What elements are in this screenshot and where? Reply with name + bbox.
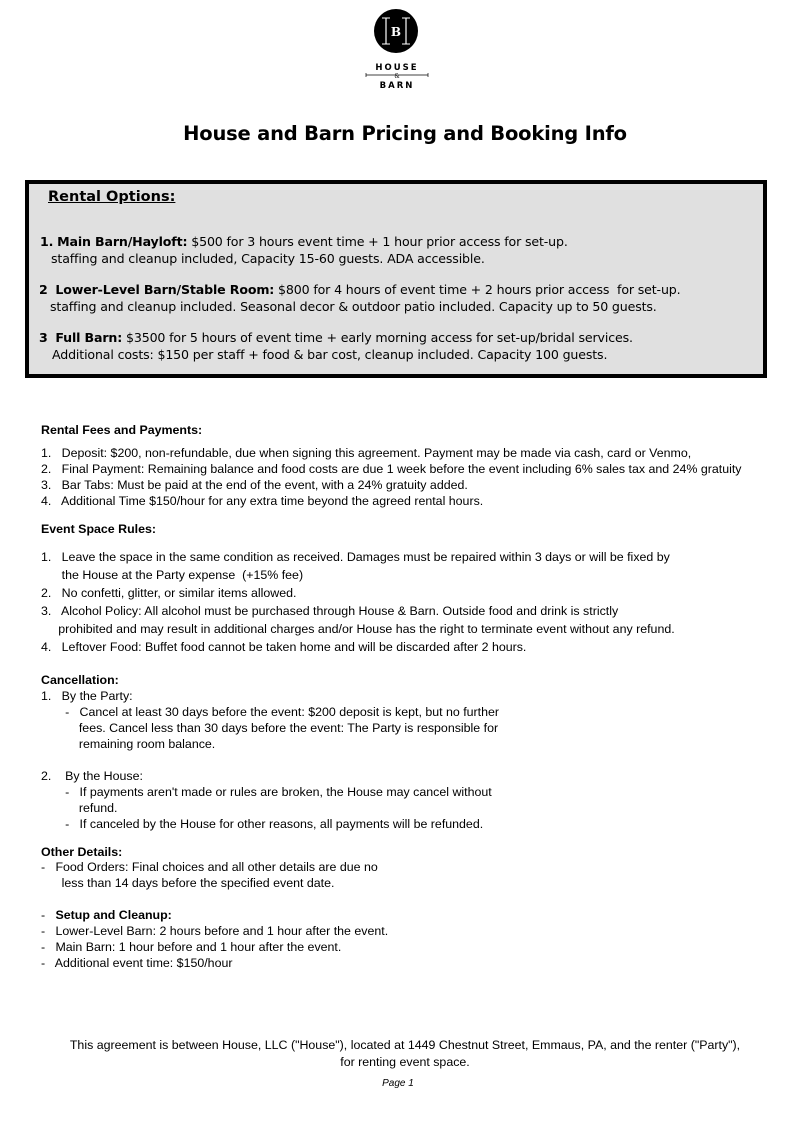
- cancellation-heading: Cancellation:: [41, 673, 119, 687]
- cancellation-line: 1. By the Party:: [41, 689, 133, 703]
- option-description: $3500 for 5 hours of event time + early morning access for set-up/bridal services.: [122, 330, 633, 345]
- option-name: Main Barn/Hayloft:: [57, 234, 188, 249]
- page-number: Page 1: [382, 1078, 414, 1089]
- option-number: 3: [39, 330, 48, 345]
- rental-option-2-line2: staffing and cleanup included. Seasonal decor & outdoor patio included. Capacity up to 50 guests.: [50, 299, 657, 314]
- cancellation-line: 2. By the House:: [41, 769, 143, 783]
- other-details-line: - Food Orders: Final choices and all other details are due no: [41, 860, 378, 874]
- house-and-barn-logo: [0, 8, 794, 92]
- rental-options-heading: Rental Options:: [48, 189, 176, 205]
- option-description: $500 for 3 hours event time + 1 hour prior access for set-up.: [187, 234, 568, 249]
- agreement-footer-line2: for renting event space.: [340, 1055, 470, 1069]
- logo-barn-text: BARN: [379, 81, 415, 91]
- svg-text:B: B: [390, 25, 402, 39]
- rules-line: prohibited and may result in additional charges and/or House has the right to terminate event without any refund.: [41, 622, 675, 636]
- rental-option-3-line1: [39, 330, 633, 345]
- fees-item: 3. Bar Tabs: Must be paid at the end of the event, with a 24% gratuity added.: [41, 478, 468, 492]
- rental-option-3-line2: Additional costs: $150 per staff + food & bar cost, cleanup included. Capacity 100 guests.: [52, 347, 608, 362]
- option-description: $800 for 4 hours of event time + 2 hours prior access for set-up.: [274, 282, 681, 297]
- fees-heading: Rental Fees and Payments:: [41, 423, 203, 437]
- fees-item: 1. Deposit: $200, non-refundable, due when signing this agreement. Payment may be made via cash, card or Venmo,: [41, 446, 692, 460]
- cancellation-line: fees. Cancel less than 30 days before the event: The Party is responsible for: [41, 721, 499, 735]
- cancellation-line: - Cancel at least 30 days before the event: $200 deposit is kept, but no further: [41, 705, 500, 719]
- setup-heading-line: [41, 908, 172, 922]
- logo-amp-text: &: [394, 73, 400, 80]
- setup-line: - Additional event time: $150/hour: [41, 956, 233, 970]
- fees-item: 2. Final Payment: Remaining balance and food costs are due 1 week before the event including 6% sales tax and 24% gratuity: [41, 462, 742, 476]
- logo-mark: [362, 8, 432, 92]
- setup-line: - Main Barn: 1 hour before and 1 hour after the event.: [41, 940, 342, 954]
- fees-item: 4. Additional Time $150/hour for any extra time beyond the agreed rental hours.: [41, 494, 484, 508]
- rental-options-box: [25, 180, 767, 378]
- cancellation-line: - If canceled by the House for other reasons, all payments will be refunded.: [41, 817, 484, 831]
- rental-option-1-line2: staffing and cleanup included, Capacity 15-60 guests. ADA accessible.: [51, 251, 485, 266]
- rental-option-1-line1: [40, 234, 568, 249]
- option-number: 1.: [40, 234, 54, 249]
- rules-line: 2. No confetti, glitter, or similar items allowed.: [41, 586, 297, 600]
- cancellation-line: refund.: [41, 801, 118, 815]
- setup-bullet: -: [41, 908, 56, 922]
- setup-line: - Lower-Level Barn: 2 hours before and 1 hour after the event.: [41, 924, 389, 938]
- cancellation-line: remaining room balance.: [41, 737, 216, 751]
- rental-option-2-line1: [39, 282, 680, 297]
- other-details-heading: Other Details:: [41, 845, 123, 859]
- rules-line: 1. Leave the space in the same condition as received. Damages must be repaired within 3 days or will be fixed by: [41, 550, 670, 564]
- option-name: Lower-Level Barn/Stable Room:: [55, 282, 275, 297]
- rules-line: 4. Leftover Food: Buffet food cannot be taken home and will be discarded after 2 hours.: [41, 640, 527, 654]
- option-number: 2: [39, 282, 48, 297]
- option-name: Full Barn:: [55, 330, 123, 345]
- setup-heading: Setup and Cleanup:: [55, 908, 172, 922]
- other-details-line: less than 14 days before the specified event date.: [41, 876, 335, 890]
- page-title: House and Barn Pricing and Booking Info: [183, 122, 627, 145]
- cancellation-line: - If payments aren't made or rules are broken, the House may cancel without: [41, 785, 492, 799]
- rules-heading: Event Space Rules:: [41, 522, 157, 536]
- rules-line: 3. Alcohol Policy: All alcohol must be purchased through House & Barn. Outside food and drink is strictly: [41, 604, 619, 618]
- logo-house-text: HOUSE: [375, 63, 419, 73]
- rules-line: the House at the Party expense (+15% fee): [41, 568, 304, 582]
- agreement-footer-line1: This agreement is between House, LLC ("House"), located at 1449 Chestnut Street, Emmaus, PA, and the renter ("Party"),: [69, 1038, 741, 1052]
